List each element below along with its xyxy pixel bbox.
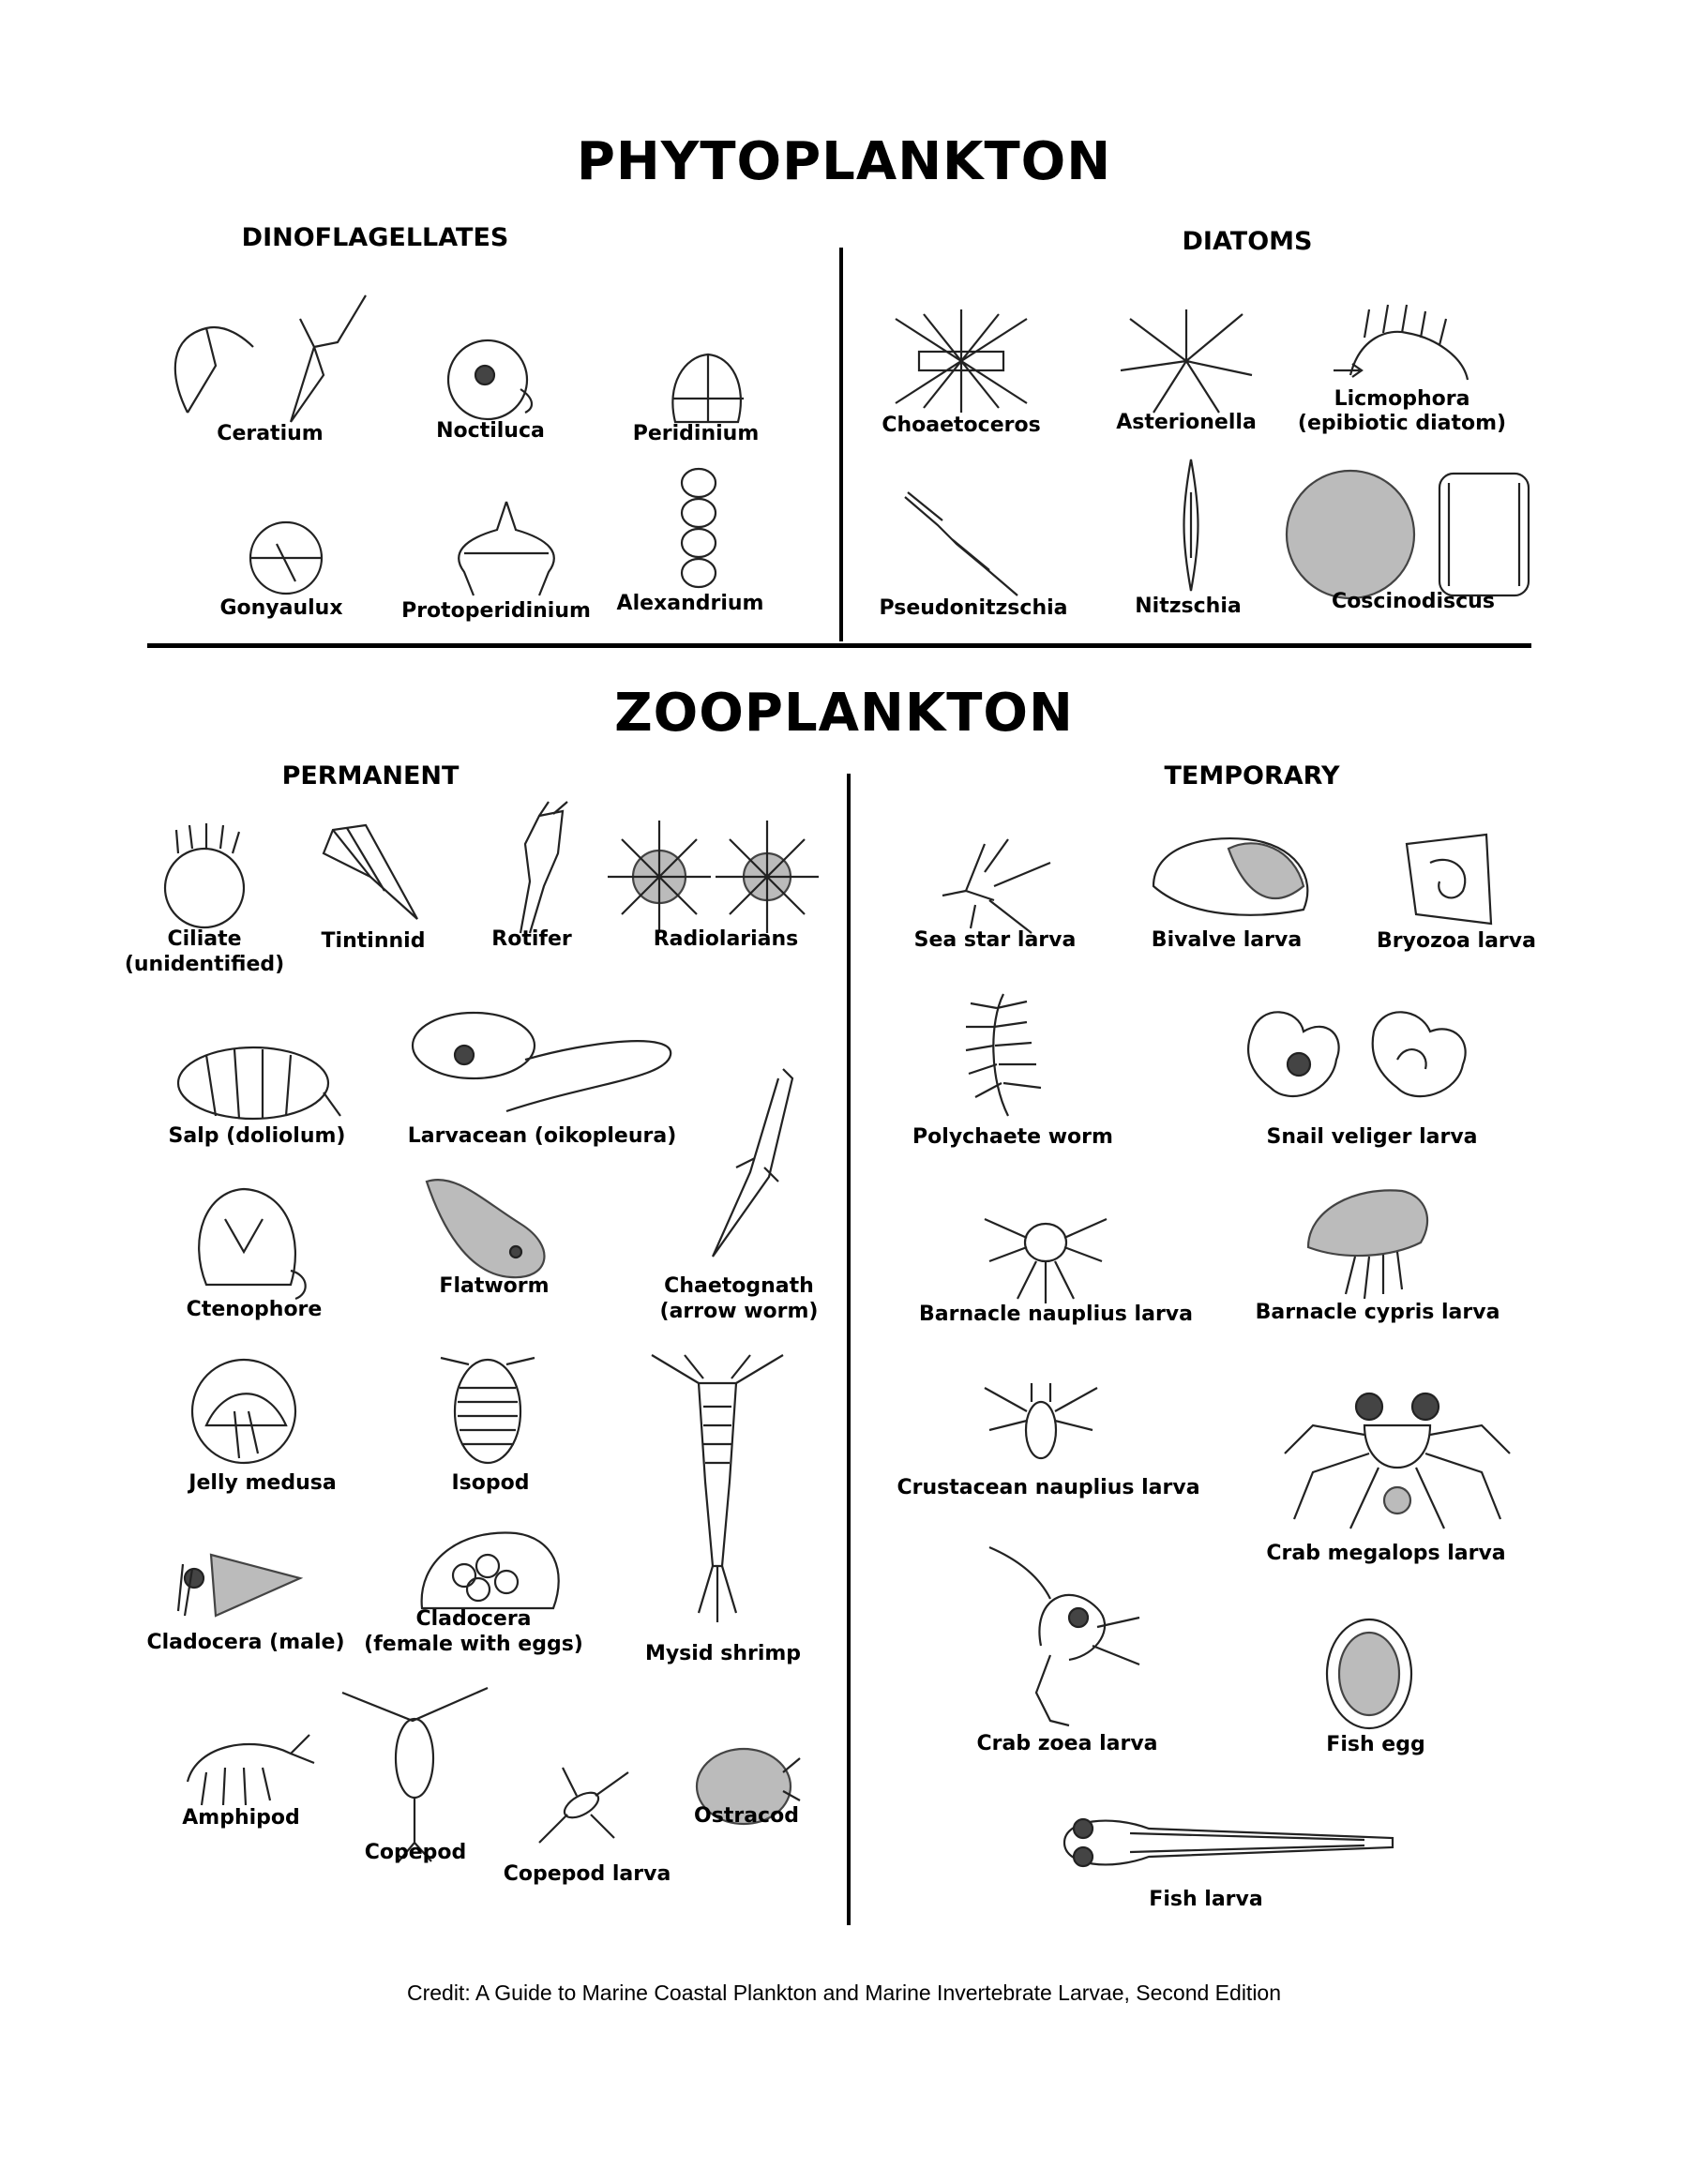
dinoflagellates-heading: DINOFLAGELLATES (241, 223, 509, 252)
bryozoa-larva-illustration (1397, 830, 1500, 933)
ceratium-illustration (150, 291, 375, 431)
chaetognath-illustration (685, 1064, 806, 1261)
ctenophore-illustration (188, 1182, 314, 1303)
crustacean-nauplius-label: Crustacean nauplius larva (897, 1476, 1200, 1499)
tintinnid-label: Tintinnid (321, 929, 426, 953)
crab-megalops-illustration (1275, 1378, 1519, 1566)
larvacean-illustration (403, 1003, 685, 1121)
coscinodiscus-label: Coscinodiscus (1332, 590, 1495, 613)
amphipod-illustration (178, 1725, 319, 1810)
fish-egg-label: Fish egg (1326, 1733, 1425, 1756)
credit-line: Credit: A Guide to Marine Coastal Plankton and Marine Invertebrate Larvae, Second Edition (406, 1981, 1282, 2005)
cladocera-female-label: Cladocera (female with eggs) (364, 1607, 583, 1656)
copepod-label: Copepod (364, 1841, 467, 1864)
jelly-medusa-label: Jelly medusa (188, 1471, 337, 1495)
jelly-medusa-illustration (188, 1355, 305, 1472)
alexandrium-label: Alexandrium (616, 592, 764, 615)
cladocera-male-illustration (173, 1536, 305, 1630)
gonyaulux-label: Gonyaulux (219, 596, 343, 620)
gonyaulux-illustration (239, 516, 333, 600)
ostracod-label: Ostracod (694, 1804, 799, 1828)
permanent-heading: PERMANENT (281, 761, 460, 791)
phyto-divider (839, 248, 843, 641)
salp-label: Salp (doliolum) (168, 1124, 346, 1148)
diatoms-heading: DIATOMS (1182, 227, 1313, 256)
crab-zoea-illustration (985, 1543, 1144, 1730)
snail-veliger-label: Snail veliger larva (1266, 1125, 1478, 1149)
mysid-shrimp-label: Mysid shrimp (644, 1642, 802, 1665)
alexandrium-illustration (656, 464, 741, 605)
flatworm-illustration (417, 1172, 558, 1285)
pseudonitzschia-label: Pseudonitzschia (879, 596, 1068, 620)
cladocera-female-illustration (413, 1524, 567, 1618)
bivalve-larva-label: Bivalve larva (1151, 928, 1303, 952)
pseudonitzschia-illustration (900, 488, 1022, 600)
phytoplankton-title: PHYTOPLANKTON (576, 131, 1112, 192)
fish-egg-illustration (1318, 1613, 1421, 1735)
copepod-illustration (338, 1679, 492, 1866)
amphipod-label: Amphipod (182, 1806, 300, 1830)
noctiluca-illustration (436, 333, 549, 427)
barnacle-cypris-illustration (1289, 1182, 1439, 1303)
nitzschia-label: Nitzschia (1135, 595, 1242, 618)
licmophora-illustration (1332, 291, 1472, 394)
snail-veliger-illustration (1243, 1003, 1477, 1116)
nitzschia-illustration (1168, 455, 1214, 595)
crab-zoea-label: Crab zoea larva (976, 1732, 1158, 1755)
asterionella-illustration (1111, 305, 1261, 417)
salp-illustration (173, 1036, 342, 1130)
sea-star-larva-illustration (938, 835, 1060, 938)
ceratium-label: Ceratium (217, 422, 324, 445)
ctenophore-label: Ctenophore (186, 1298, 323, 1321)
section-divider (147, 643, 1531, 648)
licmophora-label: Licmophora (epibiotic diatom) (1297, 387, 1507, 435)
sea-star-larva-label: Sea star larva (913, 928, 1077, 952)
fish-larva-label: Fish larva (1149, 1888, 1263, 1911)
flatworm-label: Flatworm (439, 1274, 550, 1298)
zoo-divider (847, 774, 851, 1925)
barnacle-nauplius-label: Barnacle nauplius larva (919, 1303, 1193, 1326)
bivalve-larva-illustration (1144, 830, 1322, 924)
crustacean-nauplius-illustration (980, 1378, 1102, 1472)
isopod-illustration (431, 1350, 544, 1477)
asterionella-label: Asterionella (1116, 411, 1257, 434)
peridinium-illustration (661, 347, 755, 431)
fish-larva-illustration (1055, 1800, 1402, 1885)
mysid-shrimp-illustration (647, 1350, 788, 1632)
ciliate-label: Ciliate (unidentified) (124, 927, 285, 976)
radiolarians-label: Radiolarians (653, 927, 799, 951)
noctiluca-label: Noctiluca (436, 419, 545, 443)
polychaete-worm-illustration (952, 985, 1055, 1125)
isopod-label: Isopod (451, 1471, 530, 1495)
chaetognath-label: Chaetognath (arrow worm) (659, 1274, 819, 1323)
protoperidinium-illustration (445, 497, 567, 600)
zooplankton-title: ZOOPLANKTON (614, 683, 1074, 744)
crab-megalops-label: Crab megalops larva (1266, 1542, 1506, 1565)
choaetoceros-illustration (886, 309, 1036, 413)
peridinium-label: Peridinium (632, 422, 760, 445)
polychaete-worm-label: Polychaete worm (912, 1125, 1113, 1149)
rotifer-illustration (488, 797, 581, 938)
radiolarians-illustration (608, 816, 833, 938)
protoperidinium-label: Protoperidinium (401, 599, 591, 623)
cladocera-male-label: Cladocera (male) (146, 1631, 345, 1654)
barnacle-nauplius-illustration (980, 1205, 1111, 1308)
choaetoceros-label: Choaetoceros (882, 414, 1041, 437)
copepod-larva-label: Copepod larva (503, 1862, 671, 1886)
ciliate-illustration (150, 821, 263, 933)
copepod-larva-illustration (525, 1763, 638, 1847)
larvacean-label: Larvacean (oikopleura) (407, 1124, 677, 1148)
rotifer-label: Rotifer (491, 927, 572, 951)
barnacle-cypris-label: Barnacle cypris larva (1255, 1301, 1500, 1324)
temporary-heading: TEMPORARY (1164, 761, 1340, 791)
tintinnid-illustration (314, 811, 436, 933)
coscinodiscus-illustration (1285, 464, 1538, 605)
bryozoa-larva-label: Bryozoa larva (1377, 929, 1536, 953)
